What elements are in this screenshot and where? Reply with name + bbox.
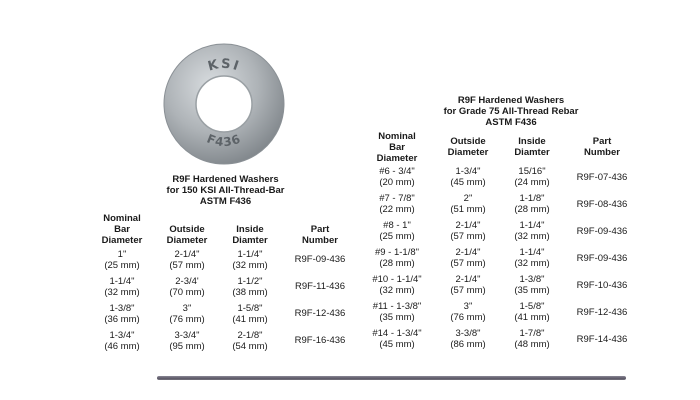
header-inside-diameter: Inside Diamter xyxy=(514,136,550,158)
cell-part: R9F-08-436 xyxy=(576,199,628,210)
washer-stamp-top: KSI xyxy=(206,56,243,75)
cell-nominal: 1-1/4" (32 mm) xyxy=(104,276,140,298)
cell-outside: 2-1/4" (57 mm) xyxy=(450,247,486,269)
table-row xyxy=(366,191,648,218)
cell-outside: 2-1/4" (57 mm) xyxy=(450,220,486,242)
cell-inside: 1-5/8" (41 mm) xyxy=(232,303,268,325)
header-nominal-bar-diameter: Nominal Bar Diameter xyxy=(376,131,418,164)
table-row xyxy=(90,327,360,354)
right-title-line-3: ASTM F436 xyxy=(485,117,537,128)
table-header-row xyxy=(366,130,648,164)
cell-part: R9F-10-436 xyxy=(576,280,628,291)
header-inside-diameter: Inside Diamter xyxy=(232,224,268,246)
header-nominal-bar-diameter: Nominal Bar Diameter xyxy=(101,213,143,246)
cell-nominal: #6 - 3/4" (20 mm) xyxy=(379,166,415,188)
left-title-line-2: for 150 KSI All-Thread-Bar xyxy=(166,185,285,196)
cell-inside: 15/16" (24 mm) xyxy=(514,166,550,188)
cell-nominal: #7 - 7/8" (22 mm) xyxy=(379,193,415,215)
cell-outside: 2-1/4" (57 mm) xyxy=(450,274,486,296)
cell-nominal: #10 - 1-1/4" (32 mm) xyxy=(372,274,422,296)
cell-part: R9F-11-436 xyxy=(295,281,345,292)
table-row xyxy=(366,326,648,353)
left-washer-table xyxy=(90,210,360,354)
cell-outside: 3" (76 mm) xyxy=(169,303,205,325)
cell-inside: 1-1/8" (28 mm) xyxy=(514,193,550,215)
cell-part: R9F-16-436 xyxy=(294,335,346,346)
left-title-line-3: ASTM F436 xyxy=(199,196,252,207)
header-outside-diameter: Outside Diameter xyxy=(447,136,489,158)
cell-outside: 3-3/4" (95 mm) xyxy=(169,330,205,352)
bottom-divider xyxy=(157,376,626,380)
table-row xyxy=(366,299,648,326)
cell-inside: 1-1/4" (32 mm) xyxy=(514,247,550,269)
cell-nominal: #8 - 1" (25 mm) xyxy=(379,220,415,242)
cell-outside: 2" (51 mm) xyxy=(450,193,486,215)
washer-stamp-bottom: F436 xyxy=(204,131,244,150)
cell-nominal: #9 - 1-1/8" (28 mm) xyxy=(374,247,420,269)
table-row xyxy=(90,300,360,327)
cell-part: R9F-09-436 xyxy=(294,254,346,265)
cell-inside: 1-3/8" (35 mm) xyxy=(514,274,550,296)
right-title-line-2: for Grade 75 All-Thread Rebar xyxy=(443,106,579,117)
right-title-line-1: R9F Hardened Washers xyxy=(457,95,565,106)
cell-outside: 3-3/8" (86 mm) xyxy=(450,328,486,350)
cell-nominal: #11 - 1-3/8" (35 mm) xyxy=(372,301,422,323)
cell-part: R9F-09-436 xyxy=(576,253,628,264)
cell-outside: 1-3/4" (45 mm) xyxy=(450,166,486,188)
cell-nominal: 1-3/8" (36 mm) xyxy=(104,303,140,325)
cell-inside: 1-1/2" (38 mm) xyxy=(232,276,268,298)
cell-part: R9F-12-436 xyxy=(576,307,628,318)
cell-inside: 1-5/8" (41 mm) xyxy=(514,301,550,323)
header-outside-diameter: Outside Diameter xyxy=(166,224,208,246)
cell-part: R9F-12-436 xyxy=(294,308,346,319)
table-row xyxy=(366,164,648,191)
cell-inside: 1-1/4" (32 mm) xyxy=(514,220,550,242)
right-washer-table xyxy=(366,130,648,353)
left-title-line-1: R9F Hardened Washers xyxy=(172,174,279,185)
table-row xyxy=(90,273,360,300)
table-row xyxy=(90,246,360,273)
left-table-title xyxy=(148,174,303,207)
table-header-row xyxy=(90,210,360,246)
table-row xyxy=(366,218,648,245)
cell-inside: 1-1/4" (32 mm) xyxy=(232,249,268,271)
cell-nominal: 1-3/4" (46 mm) xyxy=(104,330,140,352)
header-part-number: Part Number xyxy=(302,224,338,246)
washer-photo xyxy=(162,42,286,166)
table-row xyxy=(366,245,648,272)
cell-part: R9F-09-436 xyxy=(576,226,628,237)
cell-part: R9F-07-436 xyxy=(576,172,628,183)
right-table-title xyxy=(418,95,604,128)
cell-inside: 2-1/8" (54 mm) xyxy=(232,330,268,352)
cell-outside: 2-1/4" (57 mm) xyxy=(169,249,205,271)
cell-nominal: #14 - 1-3/4" (45 mm) xyxy=(372,328,422,350)
cell-part: R9F-14-436 xyxy=(576,334,628,345)
table-row xyxy=(366,272,648,299)
cell-nominal: 1" (25 mm) xyxy=(104,249,140,271)
cell-outside: 3" (76 mm) xyxy=(450,301,486,323)
cell-inside: 1-7/8" (48 mm) xyxy=(514,328,550,350)
cell-outside: 2-3/4' (70 mm) xyxy=(169,276,205,298)
header-part-number: Part Number xyxy=(584,136,620,158)
